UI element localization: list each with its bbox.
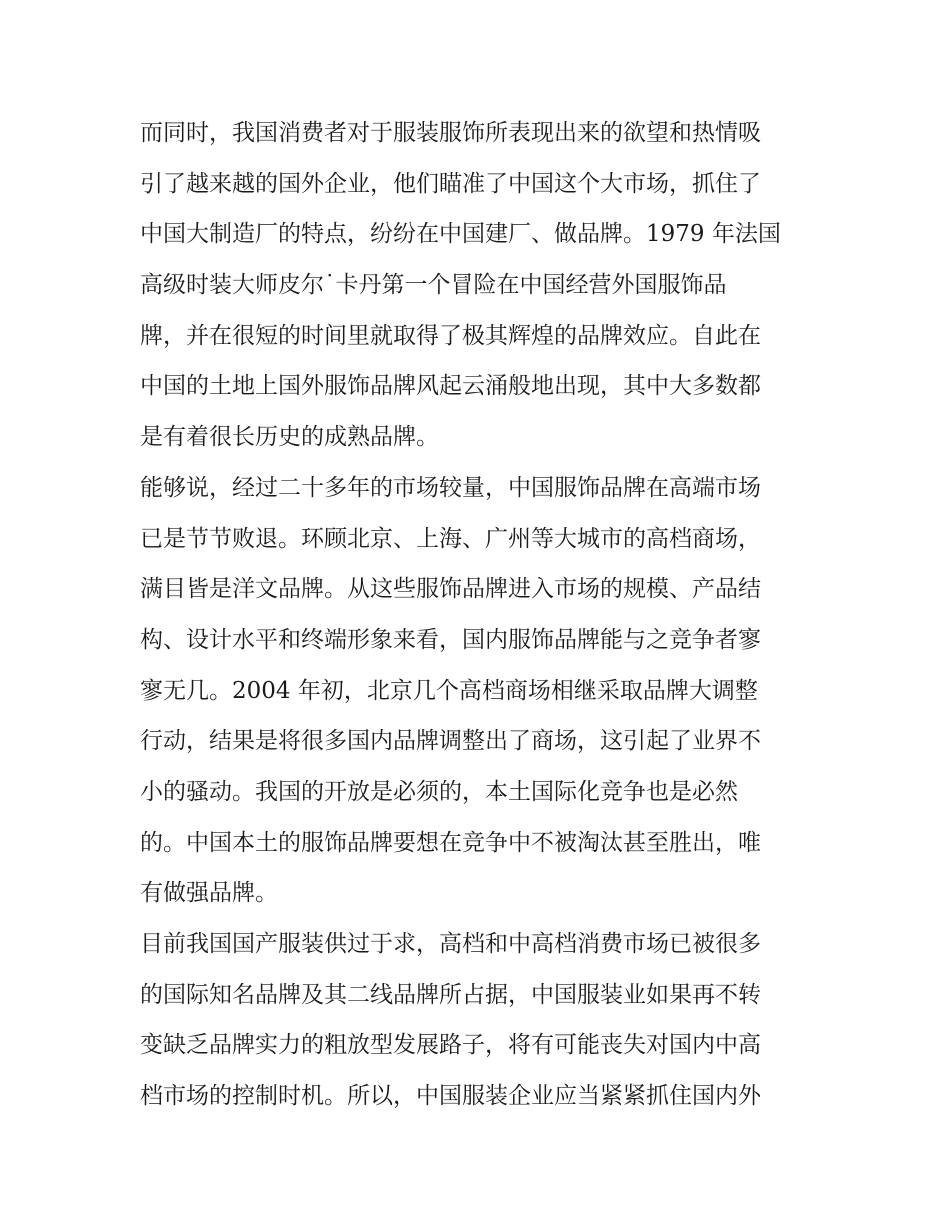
text-line: 高级时装大师皮尔˙卡丹第一个冒险在中国经营外国服饰品 [140, 272, 727, 299]
text-line: 的国际知名品牌及其二线品牌所占据，中国服装业如果再不转 [140, 981, 761, 1008]
text-line: 寥无几。2004 年初，北京几个高档商场相继采取品牌大调整 [140, 677, 758, 704]
text-line: 是有着很长历史的成熟品牌。 [140, 424, 439, 451]
text-line: 牌，并在很短的时间里就取得了极其辉煌的品牌效应。自此在 [140, 322, 761, 349]
text-line: 构、设计水平和终端形象来看，国内服饰品牌能与之竞争者寥 [140, 626, 761, 653]
paragraph-2 [140, 463, 820, 919]
text-line: 小的骚动。我国的开放是必须的，本土国际化竞争也是必然 [140, 778, 738, 805]
text-line: 变缺乏品牌实力的粗放型发展路子，将有可能丧失对国内中高 [140, 1032, 761, 1059]
text-line: 的。中国本土的服饰品牌要想在竞争中不被淘汰甚至胜出，唯 [140, 829, 761, 856]
text-line: 中国的土地上国外服饰品牌风起云涌般地出现，其中大多数都 [140, 373, 761, 400]
text-line: 满目皆是洋文品牌。从这些服饰品牌进入市场的规模、产品结 [140, 576, 761, 603]
text-line: 目前我国国产服装供过于求，高档和中高档消费市场已被很多 [140, 931, 761, 957]
body-text [140, 108, 820, 1122]
paragraph-3 [140, 919, 820, 1122]
text-line: 能够说，经过二十多年的市场较量，中国服饰品牌在高端市场 [140, 474, 761, 501]
text-line: 行动，结果是将很多国内品牌调整出了商场，这引起了业界不 [140, 728, 761, 755]
text-line: 档市场的控制时机。所以，中国服装企业应当紧紧抓住国内外 [140, 1083, 761, 1110]
text-line: 而同时，我国消费者对于服装服饰所表现出来的欲望和热情吸 [140, 120, 761, 146]
text-line: 已是节节败退。环顾北京、上海、广州等大城市的高档商场， [140, 525, 761, 552]
text-line: 中国大制造厂的特点，纷纷在中国建厂、做品牌。1979 年法国 [140, 221, 781, 248]
paragraph-1 [140, 108, 820, 463]
text-line: 引了越来越的国外企业，他们瞄准了中国这个大市场，抓住了 [140, 170, 761, 197]
text-line: 有做强品牌。 [140, 880, 278, 907]
